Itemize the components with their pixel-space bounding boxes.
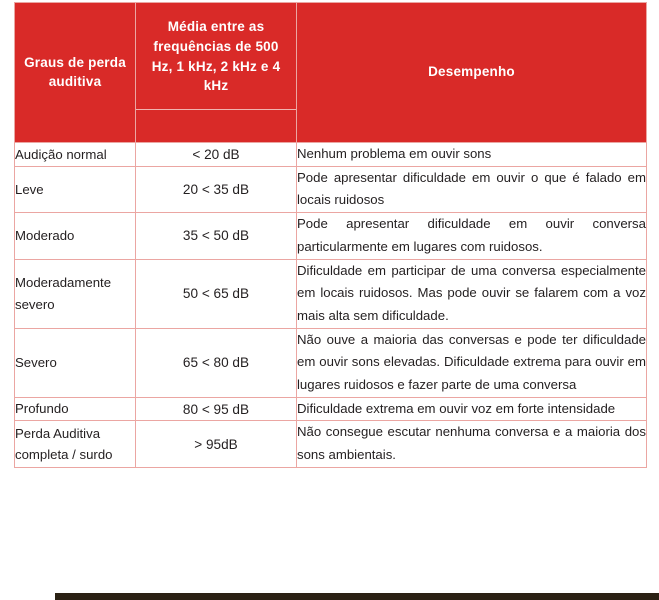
hearing-loss-table: [14, 2, 647, 468]
column-header-performance: Desempenho: [297, 3, 647, 143]
table-row: [15, 259, 647, 328]
cell-level: < 20 dB: [136, 143, 297, 167]
table-header-row: [15, 3, 647, 143]
cell-level: 65 < 80 dB: [136, 328, 297, 397]
table-row: [15, 421, 647, 467]
column-header-average-label: Média entre as frequências de 500 Hz, 1 kHz, 2 kHz e 4 kHz: [136, 4, 296, 110]
cell-performance: Pode apresentar dificuldade em ouvir conversa particularmente em lugares com ruidosos.: [297, 213, 647, 259]
table-row: [15, 397, 647, 421]
column-header-average-spacer: [136, 110, 296, 141]
cell-performance: Não ouve a maioria das conversas e pode ter dificuldade em ouvir sons elevadas. Dificuldade extrema para ouvir em lugares ruidosos e fazer parte de uma conversa: [297, 328, 647, 397]
table-row: [15, 328, 647, 397]
cell-degree: Audição normal: [15, 143, 136, 167]
cell-level: 35 < 50 dB: [136, 213, 297, 259]
column-header-average-inner: [136, 4, 296, 141]
cell-level: 80 < 95 dB: [136, 397, 297, 421]
cell-performance: Pode apresentar dificuldade em ouvir o que é falado em locais ruidosos: [297, 166, 647, 212]
table-row: [15, 166, 647, 212]
cell-degree: Moderadamente severo: [15, 259, 136, 328]
cell-degree: Leve: [15, 166, 136, 212]
cell-performance: Dificuldade em participar de uma conversa especialmente em locais ruidosos. Mas pode ouvir se falarem com a voz mais alta sem dificuldade.: [297, 259, 647, 328]
cell-performance: Nenhum problema em ouvir sons: [297, 143, 647, 167]
cell-level: 20 < 35 dB: [136, 166, 297, 212]
table-header: [15, 3, 647, 143]
table-body: [15, 143, 647, 468]
table-row: [15, 143, 647, 167]
cell-degree: Severo: [15, 328, 136, 397]
column-header-average-cell: [136, 3, 297, 143]
column-header-degree: Graus de perda auditiva: [15, 3, 136, 143]
cell-degree: Profundo: [15, 397, 136, 421]
cell-performance: Não consegue escutar nenhuma conversa e a maioria dos sons ambientais.: [297, 421, 647, 467]
cell-level: > 95dB: [136, 421, 297, 467]
bottom-decorative-band: [55, 593, 659, 600]
cell-degree: Perda Auditiva completa / surdo: [15, 421, 136, 467]
cell-degree: Moderado: [15, 213, 136, 259]
cell-performance: Dificuldade extrema em ouvir voz em forte intensidade: [297, 397, 647, 421]
table-row: [15, 213, 647, 259]
cell-level: 50 < 65 dB: [136, 259, 297, 328]
